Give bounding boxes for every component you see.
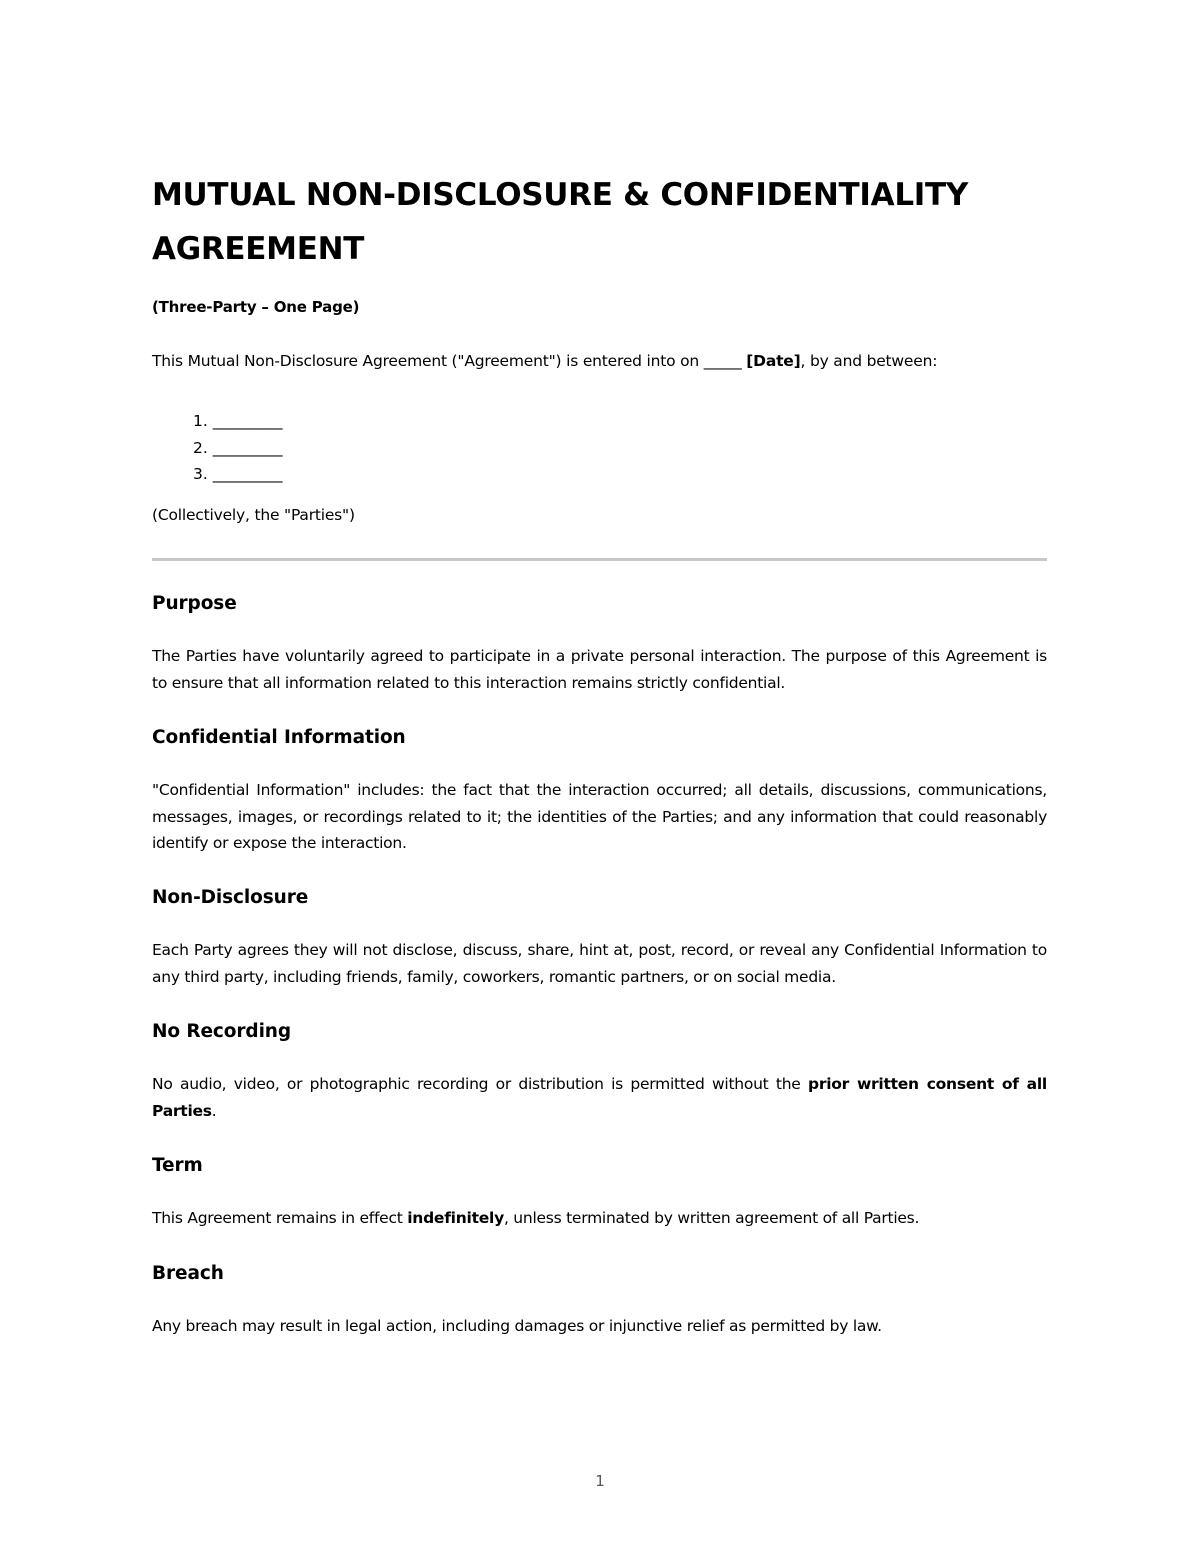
no-recording-consent-emphasis: prior written consent of all Parties (152, 1075, 1047, 1120)
no-recording-end: . (211, 1101, 217, 1120)
document-subtitle: (Three-Party – One Page) (152, 298, 360, 316)
paragraph-term (152, 1205, 1047, 1232)
document-title: MUTUAL NON-DISCLOSURE & CONFIDENTIALITY AGREEMENT (152, 177, 969, 267)
term-indefinitely-emphasis: indefinitely (407, 1209, 504, 1227)
intro-text-before: This Mutual Non-Disclosure Agreement ("Agreement") is entered into on _____ (152, 352, 747, 370)
paragraph-breach: Any breach may result in legal action, including damages or injunctive relief as permitted by law. (152, 1317, 882, 1335)
document-page (152, 0, 1047, 1553)
paragraph-confidential-information: "Confidential Information" includes: the fact that the interaction occurred; all details, discussions, communications, messages, images, or recordings related to it; the identities of the Parties; and any information that could reasonably identify or expose the interaction. (152, 781, 1047, 852)
paragraph-purpose: The Parties have voluntarily agreed to participate in a private personal interaction. The purpose of this Agreement is to ensure that all information related to this interaction remains strictly confidential. (152, 647, 1047, 692)
term-text: This Agreement remains in effect (152, 1209, 408, 1227)
heading-breach: Breach (152, 1263, 224, 1284)
term-text-end: , unless terminated by written agreement of all Parties. (503, 1209, 920, 1227)
heading-confidential-information: Confidential Information (152, 727, 406, 748)
heading-purpose: Purpose (152, 593, 237, 614)
collective-note: (Collectively, the "Parties") (152, 506, 355, 524)
party-item-1: 1. _________ (193, 412, 283, 430)
paragraph-non-disclosure: Each Party agrees they will not disclose, discuss, share, hint at, post, record, or reveal any Confidential Information to any third party, including friends, family, coworkers, romantic partners, or on social media. (152, 941, 1047, 986)
party-item-3: 3. _________ (193, 465, 283, 483)
section-divider (152, 558, 1047, 561)
no-recording-text: No audio, video, or photographic recording or distribution is permitted without the (152, 1075, 808, 1093)
intro-text-after: , by and between: (800, 352, 938, 370)
parties-list (193, 408, 282, 488)
page-number: 1 (595, 1472, 605, 1490)
heading-no-recording: No Recording (152, 1021, 292, 1042)
heading-non-disclosure: Non-Disclosure (152, 887, 309, 908)
heading-term: Term (152, 1155, 203, 1176)
paragraph-no-recording (152, 1071, 1047, 1124)
date-placeholder: [Date] (746, 352, 801, 370)
party-item-2: 2. _________ (193, 438, 283, 457)
intro-paragraph (152, 352, 937, 370)
